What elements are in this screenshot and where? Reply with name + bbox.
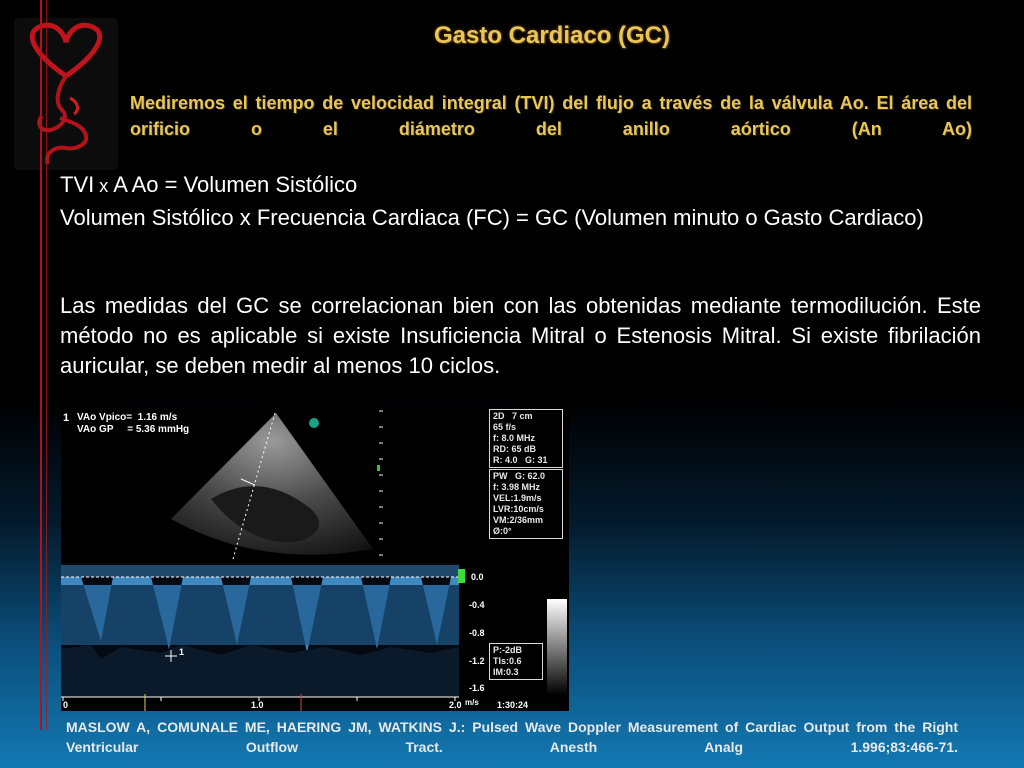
scan-clock: 1:30:24 — [497, 700, 529, 710]
measurement-gradient: VAo GP = 5.36 mmHg — [77, 424, 190, 435]
orientation-marker — [309, 418, 319, 428]
cursor-label: 1 — [179, 647, 185, 657]
time-tick: 1.0 — [251, 700, 264, 710]
intro-text: Mediremos el tiempo de velocidad integral (TVI) del flujo a través de la válvula Ao. El área del orificio o el diámetro del anillo aórtico (An Ao) — [130, 93, 972, 139]
slide-title: Gasto Cardiaco (GC) — [433, 22, 671, 49]
velocity-tick: -0.8 — [469, 628, 485, 638]
formula-line-1 — [60, 169, 960, 202]
formula-line-2: Volumen Sistólico x Frecuencia Cardiaca (FC) = GC (Volumen minuto o Gasto Cardiaco) — [60, 205, 924, 230]
formula-stroke-volume: A Ao = Volumen Sistólico — [113, 172, 358, 197]
decorative-red-line-thin — [46, 0, 47, 730]
velocity-unit: m/s — [465, 698, 479, 707]
panel-power-settings: P:-2dB TIs:0.6 IM:0.3 — [489, 643, 543, 680]
reference-citation: MASLOW A, COMUNALE ME, HAERING JM, WATKINS J.: Pulsed Wave Doppler Measurement of Cardiac Output from the Right Ventricular Outflow Tract. Anesth Analg 1.996;83:466-71. — [66, 719, 958, 755]
velocity-tick: -1.6 — [469, 683, 485, 693]
velocity-tick: 0.0 — [471, 572, 484, 582]
grayscale-bar — [547, 599, 567, 695]
baseline-marker — [458, 569, 465, 583]
decorative-red-line — [40, 0, 42, 730]
panel-2d-settings: 2D 7 cm 65 f/s f: 8.0 MHz RD: 65 dB R: 4.0 G: 31 — [489, 409, 563, 468]
measurement-index: 1 — [63, 412, 70, 424]
measurement-vpeak: VAo Vpico= 1.16 m/s — [77, 412, 178, 423]
time-tick: 0 — [63, 700, 69, 710]
panel-pw-settings: PW G: 62.0 f: 3.98 MHz VEL:1.9m/s LVR:10cm/s VM:2/36mm Ø:0° — [489, 469, 563, 539]
formula-times: x — [94, 176, 114, 196]
velocity-tick: -0.4 — [469, 600, 485, 610]
doppler-ultrasound-image — [61, 409, 569, 711]
velocity-tick: -1.2 — [469, 656, 485, 666]
time-tick: 2.0 — [449, 700, 462, 710]
formula-block — [60, 169, 960, 233]
body-paragraph: Las medidas del GC se correlacionan bien con las obtenidas mediante termodilución. Este método no es aplicable si existe Insuficiencia Mitral o Estenosis Mitral. Si existe fibrilación auricular, se deben medir al menos 10 ciclos. — [60, 293, 981, 378]
formula-tvi: TVI — [60, 172, 95, 197]
